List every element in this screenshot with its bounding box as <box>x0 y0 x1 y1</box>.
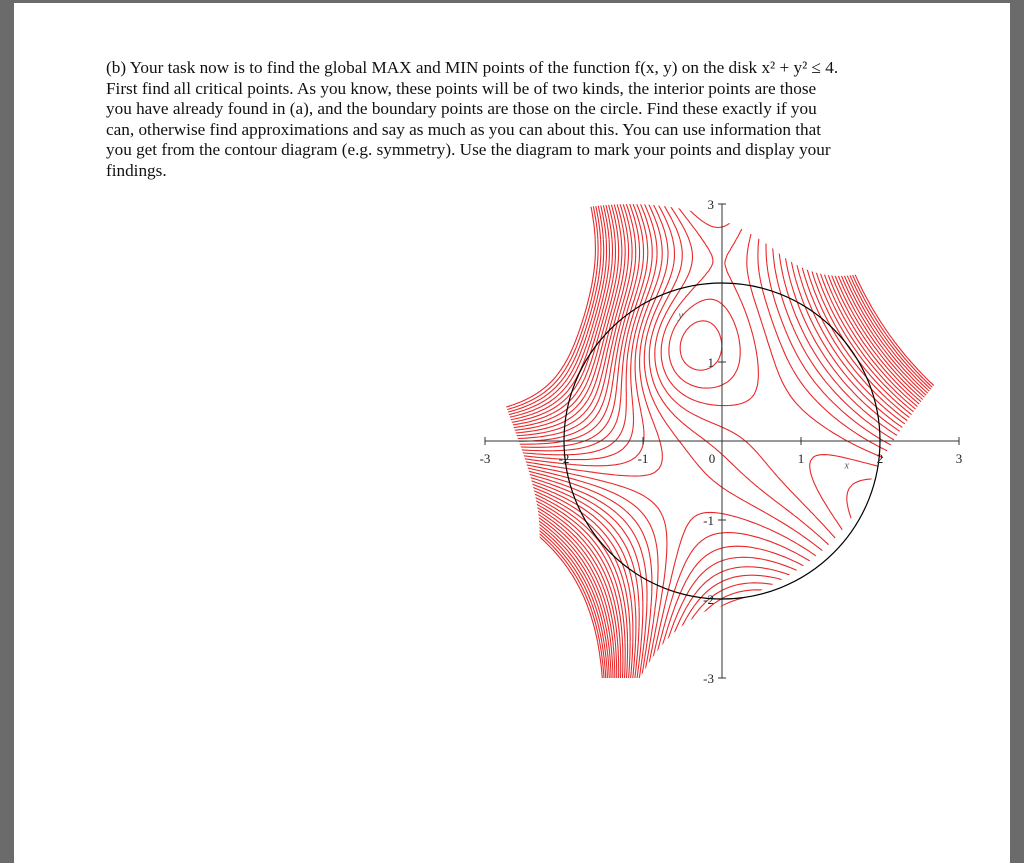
x-tick-label: 3 <box>955 451 963 466</box>
x-tick-label: 1 <box>797 451 805 466</box>
x-tick-label: -3 <box>479 451 491 466</box>
x-tick-label: -1 <box>637 451 649 466</box>
x-axis-label: x <box>844 460 849 472</box>
contour-plot-svg <box>446 191 986 701</box>
problem-statement <box>106 58 936 181</box>
y-tick-label: 1 <box>707 355 714 370</box>
x-tick-label: 2 <box>876 451 884 466</box>
problem-line-4: can, otherwise find approximations and say as much as you can about this. You can use information that <box>106 119 822 139</box>
y-tick-label: 3 <box>707 197 714 212</box>
problem-line-5: you get from the contour diagram (e.g. symmetry). Use the diagram to mark your points and display your <box>106 140 831 159</box>
x-tick-label: -2 <box>558 451 570 466</box>
x-tick-label: 0 <box>708 451 716 466</box>
problem-line-3: you have already found in (a), and the boundary points are those on the circle. Find these exactly if you <box>106 99 817 118</box>
y-tick-label: -1 <box>703 513 714 528</box>
y-tick-label: -3 <box>703 671 714 686</box>
problem-line-6: findings. <box>106 160 167 180</box>
y-axis-label: y <box>678 310 684 322</box>
contour-level <box>485 499 604 678</box>
contour-plot <box>446 191 986 701</box>
document-page <box>14 3 1010 863</box>
axes <box>485 204 959 678</box>
problem-line-2: First find all critical points. As you know, these points will be of two kinds, the interior points are those <box>106 78 817 98</box>
y-tick-label: -2 <box>703 592 714 607</box>
problem-line-1: (b) Your task now is to find the global MAX and MIN points of the function f(x, y) on the disk x² + y² ≤ 4. <box>106 58 839 77</box>
